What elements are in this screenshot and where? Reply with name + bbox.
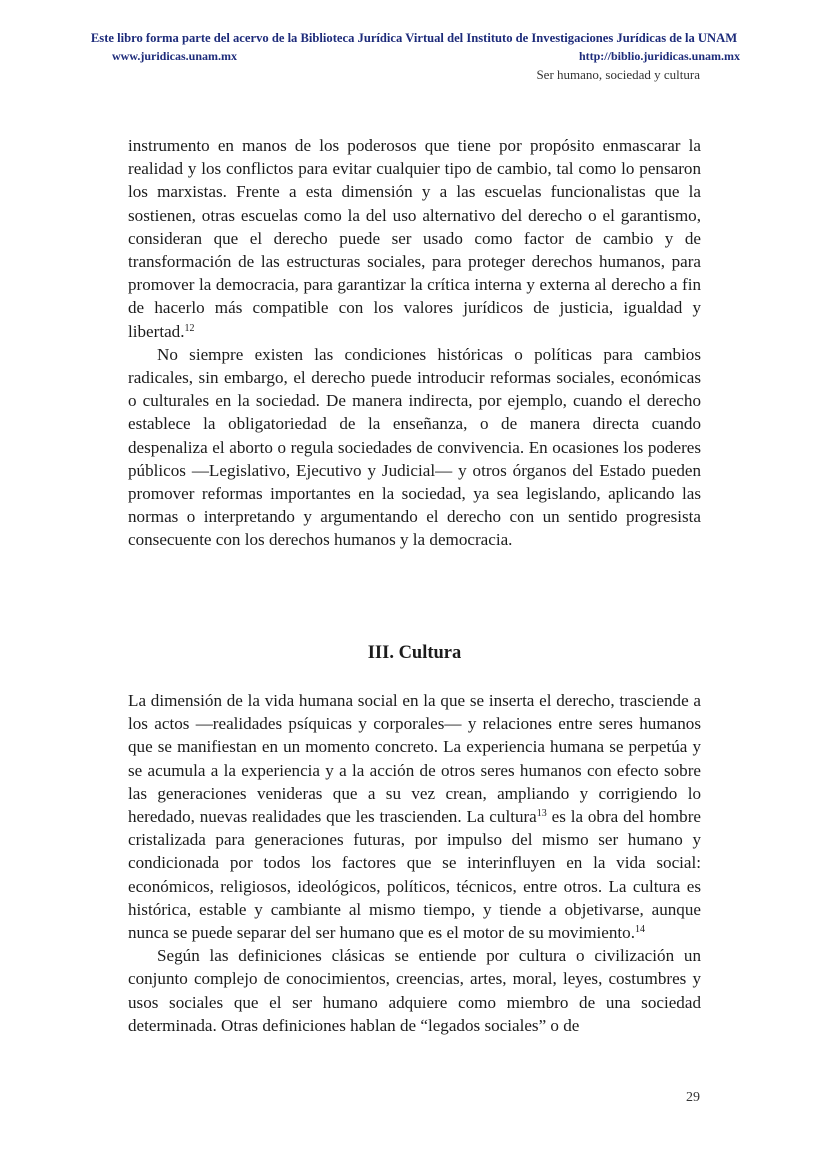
footnote-ref[interactable]: 12 bbox=[184, 322, 195, 334]
paragraph bbox=[128, 689, 701, 944]
text-block-top bbox=[128, 134, 701, 552]
paragraph-text: No siempre existen las condiciones históricas o políticas para cambios radicales, sin embargo, el derecho puede introducir reformas sociales, económicas o culturales en la sociedad. De manera indirecta, por ejemplo, cuando el derecho establece la obligatoriedad de la enseñanza, o de manera directa cuando despenaliza el aborto o regula sociedades de convivencia. En ocasiones los poderes públicos —Legislativo, Ejecutivo y Judicial— y otros órganos del Estado pueden promover reformas importantes en la sociedad, ya sea legislando, aplicando las normas o interpretando y argumentando el derecho con un sentido progresista consecuente con los derechos humanos y la democracia. bbox=[128, 344, 701, 550]
paragraph bbox=[128, 134, 701, 343]
text-block-bottom bbox=[128, 689, 701, 1037]
paragraph-text: La dimensión de la vida humana social en la que se inserta el derecho, trasciende a los actos —realidades psíquicas y corporales— y relaciones entre seres humanos que se manifiestan en un momento concreto. La experiencia humana se perpetúa y se acumula a la experiencia y a la acción de otros seres humanos con efecto sobre las generaciones venideras que a su vez crean, ampliando y corrigiendo lo heredado, nuevas realidades que les trascienden. La cultura bbox=[128, 691, 701, 827]
banner-right-url[interactable]: http://biblio.juridicas.unam.mx bbox=[578, 49, 740, 63]
page-number: 29 bbox=[686, 1090, 700, 1105]
paragraph bbox=[128, 944, 701, 1037]
footnote-ref[interactable]: 13 bbox=[536, 808, 547, 820]
section-heading: III. Cultura bbox=[367, 643, 462, 663]
paragraph-text: es la obra del hombre cristalizada para generaciones futuras, por impulso del mismo ser humano y condicionada por todos los factores que se interinfluyen en la vida social: económicos, religiosos, ideológicos, políticos, técnicos, entre otros. La cultura es histórica, estable y cambiante al mismo tiempo, y tiende a objetivarse, aunque nunca se puede separar del ser humano que es el motor de su movimiento. bbox=[128, 807, 702, 943]
footnote-ref[interactable]: 14 bbox=[634, 924, 645, 936]
library-banner bbox=[0, 30, 828, 46]
running-head: Ser humano, sociedad y cultura bbox=[536, 67, 700, 82]
banner-notice: Este libro forma parte del acervo de la Biblioteca Jurídica Virtual del Instituto de Investigaciones Jurídicas de la UNAM bbox=[90, 31, 738, 45]
paragraph bbox=[128, 343, 701, 552]
paragraph-text: Según las definiciones clásicas se entiende por cultura o civilización un conjunto complejo de conocimientos, creencias, artes, moral, leyes, costumbres y usos sociales que el ser humano adquiere como miembro de una sociedad determinada. Otras definiciones hablan de “legados sociales” o de bbox=[128, 946, 701, 1035]
paragraph-text: instrumento en manos de los poderosos que tiene por propósito enmascarar la realidad y los conflictos para evitar cualquier tipo de cambio, tal como lo pensaron los marxistas. Frente a esta dimensión y a las escuelas funcionalistas que la sostienen, otras escuelas como la del uso alternativo del derecho o el garantismo, consideran que el derecho puede ser usado como factor de cambio y de transformación de las estructuras sociales, para proteger derechos humanos, para promover la democracia, para garantizar la crítica interna y externa al derecho a fin de hacerlo más compatible con los valores jurídicos de justicia, igualdad y libertad. bbox=[128, 136, 701, 341]
banner-left-url[interactable]: www.juridicas.unam.mx bbox=[112, 49, 238, 63]
